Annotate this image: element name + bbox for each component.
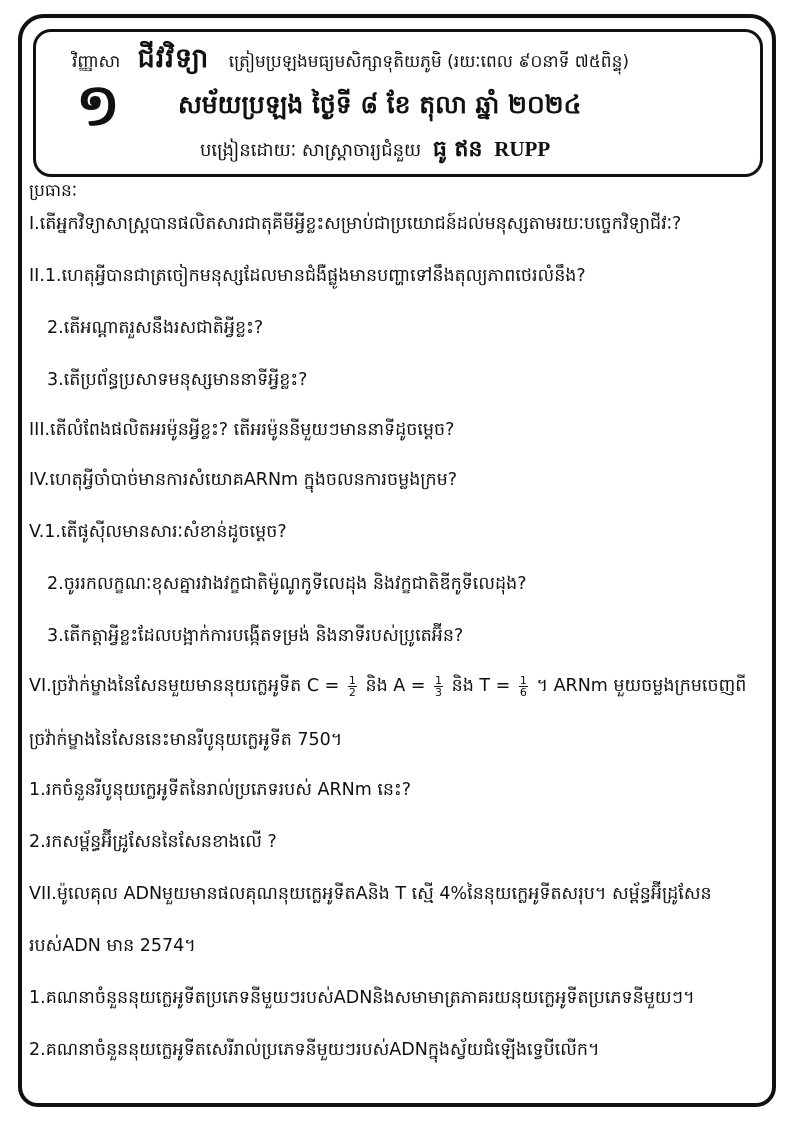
question-5-1: V.1.តើផូស៊ីលមានសារៈសំខាន់ដូចម្តេច?: [29, 522, 287, 542]
question-7-line-1: VII.ម៉ូលេគុល ADNមួយមានផលគុណនុយក្លេអូទីតAនិង T ស្មើ 4%នៃនុយក្លេអូទីតសរុប។ សម្ព័ន្ធអ៊ីដ្រូសែន: [29, 884, 712, 904]
question-6-sub-1: 1.រកចំនួនរីបូនុយក្លេអូទីតនៃរាល់ប្រភេទរបស់ ARNm នេះ?: [29, 780, 411, 800]
teacher-prefix: បង្រៀនដោយៈ សាស្ត្រាចារ្យជំនួយ: [200, 140, 422, 161]
question-6-line-1: [29, 674, 746, 700]
teacher-line: [200, 135, 550, 167]
header-subject-line: [72, 42, 629, 81]
question-7-line-2: របស់ADN មាន 2574។: [29, 936, 196, 956]
fraction-t-denominator: 6: [519, 685, 527, 699]
question-5-3: 3.តើកត្តាអ្វីខ្លះដែលបង្អាក់ការបង្កើតទម្រង់ និងនាទីរបស់ប្រូតេអ៊ីន?: [47, 626, 464, 646]
question-6-sub-2: 2.រកសម្ព័ន្ធអ៊ីដ្រូសែននៃសែនខាងលើ ?: [29, 832, 277, 852]
subject-label: វិញ្ញាសា: [72, 52, 121, 72]
question-7-sub-2: 2.គណនាចំនួននុយក្លេអូទីតសេរីរាល់ប្រភេទនីមួយៗរបស់ADNក្នុងស្វ័យជំឡើងទ្វេបីលើក។: [29, 1040, 600, 1060]
prompt-label: ប្រធានៈ: [29, 181, 78, 201]
teacher-name: ធូ ឥន: [432, 137, 483, 162]
fraction-c: [348, 675, 357, 698]
subject-title: ជីវវិទ្យា: [137, 43, 210, 74]
question-6-line-2: ច្រវ៉ាក់ម្ខាងនៃសែននេះមានរីបូនុយក្លេអូទីត 750។: [29, 730, 343, 750]
question-3: III.តើលំពែងផលិតអរម៉ូនអ្វីខ្លះ? តើអរម៉ូននីមួយៗមាននាទីដូចម្តេច?: [29, 420, 455, 440]
fraction-c-denominator: 2: [348, 685, 356, 699]
question-2-3: 3.តើប្រព័ន្ធប្រសាទមនុស្សមាននាទីអ្វីខ្លះ?: [47, 370, 308, 390]
fraction-c-numerator: 1: [348, 673, 356, 687]
exam-prep-text: ត្រៀមប្រឡងមធ្យមសិក្សាទុតិយភូមិ (រយៈពេល ៩០នាទី ៧៥ពិន្ទុ): [228, 52, 630, 72]
question-7-sub-1: 1.គណនាចំនួននុយក្លេអូទីតប្រភេទនីមួយៗរបស់ADNនិងសមាមាត្រភាគរយនុយក្លេអូទីតប្រភេទនីមួយៗ។: [29, 988, 695, 1008]
fraction-a: [434, 675, 443, 698]
question-2-1: II.1.ហេតុអ្វីបានជាត្រចៀកមនុស្សដែលមានជំងឺផ្លូងមានបញ្ហាទៅនឹងតុល្យភាពថេរលំនឹង?: [29, 266, 586, 286]
q6-text-mid-1: និង A =: [365, 676, 426, 696]
exam-number: ១: [76, 71, 120, 139]
institution-name: RUPP: [494, 137, 551, 161]
question-2-2: 2.តើអណ្តាតរួសនឹងរសជាតិអ្វីខ្លះ?: [47, 318, 264, 338]
fraction-a-denominator: 3: [435, 685, 443, 699]
q6-text-mid-2: និង T =: [451, 676, 511, 696]
question-5-2: 2.ចូររកលក្ខណៈខុសគ្នារវាងវក្ខជាតិម៉ូណូកូទីលេដុង និងវក្ខជាតិឌីកូទីលេដុង?: [47, 574, 527, 594]
exam-date-line: សម័យប្រឡង ថ្ងៃទី ៨ ខែ តុលា ឆ្នាំ ២០២៤: [178, 90, 582, 119]
fraction-t: [519, 675, 528, 698]
fraction-a-numerator: 1: [435, 673, 443, 687]
q6-text-post: ។ ARNm មួយចម្លងក្រមចេញពី: [536, 676, 747, 696]
question-4: IV.ហេតុអ្វីចាំបាច់មានការសំយោគARNm ក្នុងចលនការចម្លងក្រម?: [29, 470, 458, 490]
q6-text-pre: VI.ច្រវ៉ាក់ម្ខាងនៃសែនមួយមាននុយក្លេអូទីត C =: [29, 676, 340, 696]
question-1: I.តើអ្នកវិទ្យាសាស្ត្របានផលិតសារជាតុគីមីអ្វីខ្លះសម្រាប់ជាប្រយោជន៍ដល់មនុស្សតាមរយៈបច្ចេកវិទ្យាជីវៈ?: [29, 214, 682, 234]
fraction-t-numerator: 1: [519, 673, 527, 687]
